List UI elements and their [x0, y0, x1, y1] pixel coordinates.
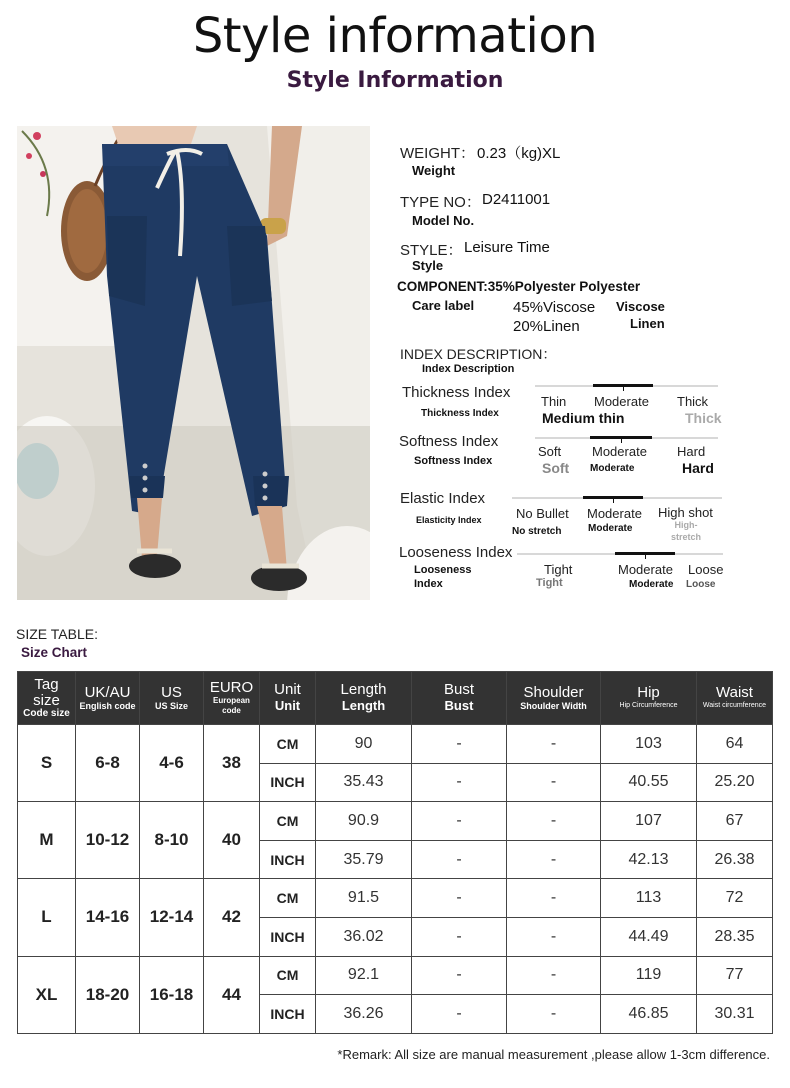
- col-length: [316, 672, 412, 725]
- type-label: TYPE NO：: [400, 194, 481, 211]
- shoulder-cell: -: [507, 995, 601, 1034]
- col-waist-en: Waist: [716, 684, 753, 701]
- col-unit-en: Unit: [274, 681, 301, 698]
- style-label: STYLE：: [400, 242, 463, 259]
- us-cell: 8-10: [140, 802, 204, 879]
- col-unit-cn: Unit: [274, 698, 301, 713]
- looseness-sub-tight: Tight: [536, 577, 563, 589]
- col-us: [140, 672, 204, 725]
- weight-label: WEIGHT：: [400, 145, 475, 162]
- col-waist-cn: Waist circumference: [702, 702, 767, 709]
- component-viscose-cn: Viscose: [616, 299, 665, 314]
- size-cell: M: [18, 802, 76, 879]
- size-table-header: [18, 672, 773, 725]
- table-row: [18, 879, 773, 918]
- hip-cell: 107: [601, 802, 697, 841]
- thickness-index-cn: Thickness Index: [421, 408, 499, 419]
- us-cell: 16-18: [140, 956, 204, 1033]
- col-unit: [260, 672, 316, 725]
- thickness-opt-thick: Thick: [677, 394, 709, 409]
- shoulder-cell: -: [507, 917, 601, 956]
- looseness-index-label: Looseness Index: [399, 544, 513, 561]
- type-cn: Model No.: [412, 213, 475, 228]
- size-cell: S: [18, 725, 76, 802]
- elastic-opt-high-shot: High shot: [658, 505, 713, 520]
- waist-cell: 67: [697, 802, 773, 841]
- thickness-opt-thin: Thin: [541, 394, 567, 409]
- length-cell: 35.43: [316, 763, 412, 802]
- length-cell: 90.9: [316, 802, 412, 841]
- unit-cell: INCH: [260, 917, 316, 956]
- col-euro-cn: European code: [213, 696, 250, 715]
- softness-opt-hard: Hard: [677, 444, 706, 459]
- softness-index-label: Softness Index: [399, 433, 499, 450]
- col-bust-en: Bust: [443, 681, 474, 698]
- col-length-en: Length: [340, 681, 387, 698]
- us-cell: 4-6: [140, 725, 204, 802]
- weight-cn: Weight: [412, 163, 456, 178]
- col-tag-size-cn: Code size: [23, 708, 70, 719]
- uk-au-cell: 10-12: [76, 802, 140, 879]
- softness-sub-soft: Soft: [542, 460, 570, 476]
- size-table-label: SIZE TABLE:: [16, 626, 98, 642]
- col-bust: [412, 672, 507, 725]
- shoulder-cell: -: [507, 725, 601, 764]
- style-cn: Style: [412, 258, 444, 273]
- elastic-opt-moderate: Moderate: [587, 506, 642, 521]
- col-uk-au-cn: English code: [79, 701, 136, 711]
- product-photo: [17, 126, 370, 600]
- length-cell: 90: [316, 725, 412, 764]
- looseness-opt-loose: Loose: [688, 562, 724, 577]
- unit-cell: CM: [260, 879, 316, 918]
- length-cell: 91.5: [316, 879, 412, 918]
- col-us-cn: US Size: [154, 701, 188, 711]
- unit-cell: CM: [260, 956, 316, 995]
- uk-au-cell: 18-20: [76, 956, 140, 1033]
- component-label: COMPONENT:35%Polyester Polyester: [397, 279, 641, 294]
- col-us-en: US: [161, 684, 182, 701]
- looseness-sub-loose: Loose: [686, 579, 716, 590]
- col-shoulder-en: Shoulder: [523, 684, 584, 701]
- shoulder-cell: -: [507, 840, 601, 879]
- softness-sub-moderate: Moderate: [590, 463, 635, 474]
- softness-opt-soft: Soft: [538, 444, 562, 459]
- looseness-opt-tight: Tight: [544, 562, 573, 577]
- component-viscose: 45%Viscose: [513, 299, 596, 316]
- col-waist: [697, 672, 773, 725]
- waist-cell: 28.35: [697, 917, 773, 956]
- softness-opt-moderate: Moderate: [592, 444, 647, 459]
- shoulder-cell: -: [507, 879, 601, 918]
- hip-cell: 42.13: [601, 840, 697, 879]
- euro-cell: 42: [204, 879, 260, 956]
- bust-cell: -: [412, 879, 507, 918]
- col-uk-au-en: UK/AU: [84, 684, 131, 701]
- shoulder-cell: -: [507, 802, 601, 841]
- waist-cell: 30.31: [697, 995, 773, 1034]
- col-length-cn: Length: [341, 698, 386, 713]
- size-table: [17, 671, 773, 1034]
- length-cell: 35.79: [316, 840, 412, 879]
- waist-cell: 26.38: [697, 840, 773, 879]
- shoulder-cell: -: [507, 763, 601, 802]
- col-hip-cn: Hip Circumference: [619, 702, 678, 709]
- elastic-sub-moderate: Moderate: [588, 523, 633, 534]
- col-shoulder: [507, 672, 601, 725]
- elastic-opt-no-bullet: No Bullet: [516, 506, 569, 521]
- bust-cell: -: [412, 840, 507, 879]
- euro-cell: 44: [204, 956, 260, 1033]
- bust-cell: -: [412, 725, 507, 764]
- waist-cell: 25.20: [697, 763, 773, 802]
- remark-note: *Remark: All size are manual measurement ,please allow 1-3cm difference.: [337, 1047, 770, 1062]
- us-cell: 12-14: [140, 879, 204, 956]
- elastic-index-cn: Elasticity Index: [416, 515, 482, 525]
- elastic-sub-no-stretch: No stretch: [512, 526, 562, 537]
- hip-cell: 119: [601, 956, 697, 995]
- looseness-tick: [645, 554, 646, 559]
- col-euro-en: EURO: [209, 679, 254, 696]
- col-uk-au: [76, 672, 140, 725]
- product-photo-illustration: [17, 126, 370, 600]
- style-value: Leisure Time: [464, 239, 550, 256]
- hip-cell: 40.55: [601, 763, 697, 802]
- thickness-sub-medium-thin: Medium thin: [542, 410, 625, 426]
- hip-cell: 113: [601, 879, 697, 918]
- unit-cell: CM: [260, 802, 316, 841]
- uk-au-cell: 6-8: [76, 725, 140, 802]
- elastic-index-label: Elastic Index: [400, 490, 486, 507]
- length-cell: 92.1: [316, 956, 412, 995]
- bust-cell: -: [412, 995, 507, 1034]
- index-cn: Index Description: [422, 363, 515, 375]
- col-hip: [601, 672, 697, 725]
- softness-index-cn: Softness Index: [414, 455, 493, 467]
- elastic-sub-high-stretch: High-stretch: [670, 520, 701, 542]
- page-title: Style information: [192, 8, 598, 64]
- bust-cell: -: [412, 763, 507, 802]
- softness-tick: [621, 438, 622, 443]
- shoulder-cell: -: [507, 956, 601, 995]
- looseness-sub-moderate: Moderate: [629, 579, 674, 590]
- elastic-tick: [613, 498, 614, 503]
- bust-cell: -: [412, 956, 507, 995]
- unit-cell: INCH: [260, 995, 316, 1034]
- looseness-index-cn: Looseness Index: [414, 564, 472, 590]
- component-linen: 20%Linen: [513, 318, 580, 335]
- col-shoulder-cn: Shoulder Width: [520, 701, 587, 711]
- thickness-sub-thick: Thick: [685, 410, 722, 426]
- care-label: Care label: [412, 298, 475, 313]
- col-tag-size-en: Tag size: [33, 676, 60, 709]
- size-chart-cn: Size Chart: [21, 645, 88, 660]
- bust-cell: -: [412, 802, 507, 841]
- looseness-opt-moderate: Moderate: [618, 562, 673, 577]
- thickness-tick: [623, 386, 624, 391]
- unit-cell: INCH: [260, 840, 316, 879]
- col-euro: [204, 672, 260, 725]
- table-row: [18, 802, 773, 841]
- table-row: [18, 725, 773, 764]
- col-hip-en: Hip: [637, 684, 660, 701]
- bust-cell: -: [412, 917, 507, 956]
- col-tag-size: [18, 672, 76, 725]
- page-subtitle: Style Information: [286, 68, 504, 93]
- waist-cell: 64: [697, 725, 773, 764]
- softness-sub-hard: Hard: [682, 460, 714, 476]
- hip-cell: 46.85: [601, 995, 697, 1034]
- unit-cell: INCH: [260, 763, 316, 802]
- unit-cell: CM: [260, 725, 316, 764]
- component-linen-cn: Linen: [630, 316, 665, 331]
- euro-cell: 40: [204, 802, 260, 879]
- size-cell: XL: [18, 956, 76, 1033]
- length-cell: 36.02: [316, 917, 412, 956]
- size-table-body: [18, 725, 773, 1034]
- table-row: [18, 956, 773, 995]
- index-label: INDEX DESCRIPTION：: [400, 346, 557, 362]
- hip-cell: 103: [601, 725, 697, 764]
- col-bust-cn: Bust: [444, 698, 474, 713]
- weight-value: 0.23（kg)XL: [477, 145, 561, 162]
- uk-au-cell: 14-16: [76, 879, 140, 956]
- thickness-index-label: Thickness Index: [402, 384, 511, 401]
- size-cell: L: [18, 879, 76, 956]
- thickness-opt-moderate: Moderate: [594, 394, 649, 409]
- hip-cell: 44.49: [601, 917, 697, 956]
- waist-cell: 72: [697, 879, 773, 918]
- type-value: D2411001: [482, 191, 551, 208]
- waist-cell: 77: [697, 956, 773, 995]
- length-cell: 36.26: [316, 995, 412, 1034]
- euro-cell: 38: [204, 725, 260, 802]
